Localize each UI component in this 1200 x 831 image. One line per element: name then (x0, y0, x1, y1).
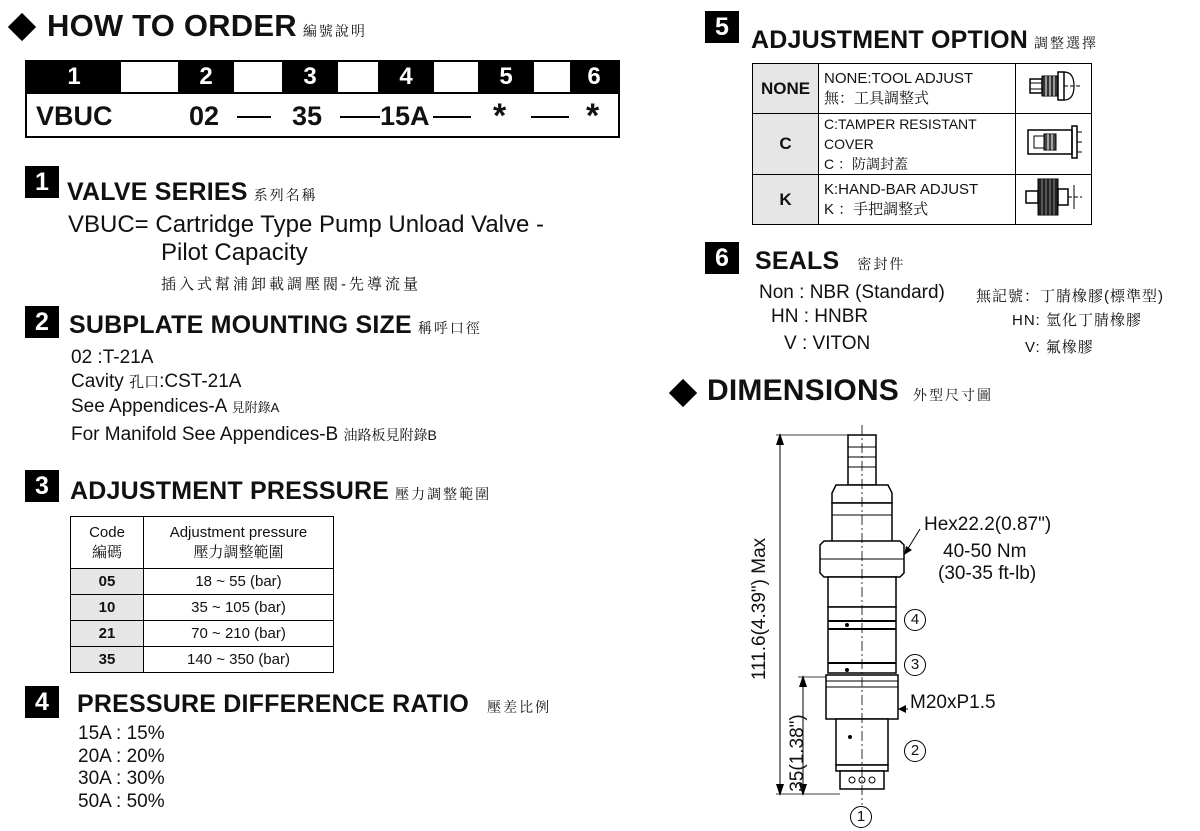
seal-row-nbr: Non : NBR (Standard) (759, 282, 945, 303)
seal-row-hnbr: HN : HNBR (771, 306, 869, 327)
option-key: C (753, 114, 819, 175)
order-value-ratio: 15A (380, 101, 430, 131)
dimensions-title: DIMENSIONS 外型尺寸圖 (707, 374, 994, 407)
order-values-row (27, 92, 618, 136)
hand-bar-icon (1016, 175, 1092, 225)
table-row (71, 621, 334, 647)
pressure-ratio-title: PRESSURE DIFFERENCE RATIO 壓差比例 (77, 690, 552, 718)
pressure-table (70, 516, 334, 673)
table-row (753, 114, 1092, 175)
ratio-item: 20A : 20% (78, 746, 165, 767)
diamond-bullet-icon (8, 13, 36, 41)
order-value-pressure: 35 (292, 101, 323, 131)
subplate-line4: For Manifold See Appendices-B 油路板見附錄B (71, 424, 437, 445)
hex-label: Hex22.2(0.87") (924, 514, 1052, 535)
pressure-code: 21 (71, 621, 144, 647)
pressure-table-header (71, 517, 334, 569)
valve-series-line2: Pilot Capacity (161, 239, 308, 266)
ratio-item: 50A : 50% (78, 791, 165, 812)
torque-imperial-label: (30-35 ft-lb) (938, 563, 1037, 584)
section-number-6: 6 (705, 242, 739, 274)
pressure-range: 18 ~ 55 (bar) (144, 569, 334, 595)
order-position-6: 6 (570, 62, 618, 92)
seal-row-nbr-cn: 無記號：丁腈橡膠(標準型) (976, 288, 1164, 305)
adj-pressure-title: ADJUSTMENT PRESSURE 壓力調整範圍 (70, 477, 492, 505)
pressure-header-code: Code 編碼 (71, 517, 144, 569)
order-dash (531, 116, 569, 118)
pressure-code: 35 (71, 647, 144, 673)
order-dash (340, 116, 380, 118)
section-number-3: 3 (25, 470, 59, 502)
order-position-2: 2 (178, 62, 234, 92)
order-positions-row (27, 62, 618, 92)
order-position-3: 3 (282, 62, 338, 92)
pressure-header-range: Adjustment pressure 壓力調整範圍 (144, 517, 334, 569)
option-key: K (753, 175, 819, 225)
option-key: NONE (753, 64, 819, 114)
order-dash (433, 116, 471, 118)
seal-row-hnbr-cn: HN: 氫化丁腈橡膠 (1012, 312, 1143, 329)
subplate-line1: 02 :T-21A (71, 347, 154, 368)
thread-label: M20xP1.5 (910, 692, 996, 713)
seal-row-viton: V : VITON (784, 333, 871, 354)
pressure-code: 05 (71, 569, 144, 595)
section-number-2: 2 (25, 306, 59, 338)
table-row (71, 595, 334, 621)
table-row (753, 175, 1092, 225)
order-dash (237, 116, 271, 118)
pressure-range: 35 ~ 105 (bar) (144, 595, 334, 621)
tamper-cover-icon (1016, 114, 1092, 175)
option-desc: C:TAMPER RESISTANT COVER C ：防調封蓋 (819, 114, 1016, 175)
table-row (71, 569, 334, 595)
subplate-line3: See Appendices-A 見附錄A (71, 396, 280, 417)
order-value-series: VBUC (36, 101, 113, 131)
order-position-4: 4 (378, 62, 434, 92)
section-number-5: 5 (705, 11, 739, 43)
adj-option-title: ADJUSTMENT OPTION 調整選擇 (751, 26, 1099, 54)
option-desc: NONE:TOOL ADJUST 無：工具調整式 (819, 64, 1016, 114)
torque-label: 40-50 Nm (943, 541, 1027, 562)
table-row (753, 64, 1092, 114)
seals-title: SEALS 密封件 (755, 247, 906, 275)
section-number-1: 1 (25, 166, 59, 198)
subplate-line2: Cavity 孔口:CST-21A (71, 371, 242, 392)
how-to-order-title: HOW TO ORDER 編號說明 (47, 8, 367, 43)
section-number-4: 4 (25, 686, 59, 718)
seal-row-viton-cn: V: 氟橡膠 (1025, 339, 1094, 356)
pressure-code: 10 (71, 595, 144, 621)
lower-length-label: 35(1.38") (787, 714, 808, 792)
adjustment-option-table (752, 63, 1092, 225)
ratio-item: 15A : 15% (78, 723, 165, 744)
option-desc: K:HAND-BAR ADJUST K ：手把調整式 (819, 175, 1016, 225)
order-position-1: 1 (27, 62, 121, 92)
table-row (71, 647, 334, 673)
order-code-strip (25, 60, 620, 138)
diamond-bullet-icon (669, 379, 697, 407)
valve-series-title: VALVE SERIES 系列名稱 (67, 178, 318, 206)
order-position-5: 5 (478, 62, 534, 92)
port-1-marker: 1 (850, 806, 872, 828)
ratio-item: 30A : 30% (78, 768, 165, 789)
subplate-title: SUBPLATE MOUNTING SIZE 稱呼口徑 (69, 311, 482, 339)
valve-dimension-drawing (740, 425, 1040, 830)
order-value-seal: * (586, 97, 600, 135)
port-2-marker: 2 (904, 740, 926, 762)
order-value-size: 02 (189, 101, 220, 131)
valve-series-cn: 插入式幫浦卸載調壓閥-先導流量 (161, 276, 421, 293)
pressure-range: 70 ~ 210 (bar) (144, 621, 334, 647)
tool-adjust-icon (1016, 64, 1092, 114)
overall-length-label: 111.6(4.39") Max (749, 537, 770, 681)
valve-series-line1: VBUC= Cartridge Type Pump Unload Valve - (68, 211, 545, 238)
port-3-marker: 3 (904, 654, 926, 676)
pressure-range: 140 ~ 350 (bar) (144, 647, 334, 673)
port-4-marker: 4 (904, 609, 926, 631)
order-value-option: * (493, 97, 507, 135)
